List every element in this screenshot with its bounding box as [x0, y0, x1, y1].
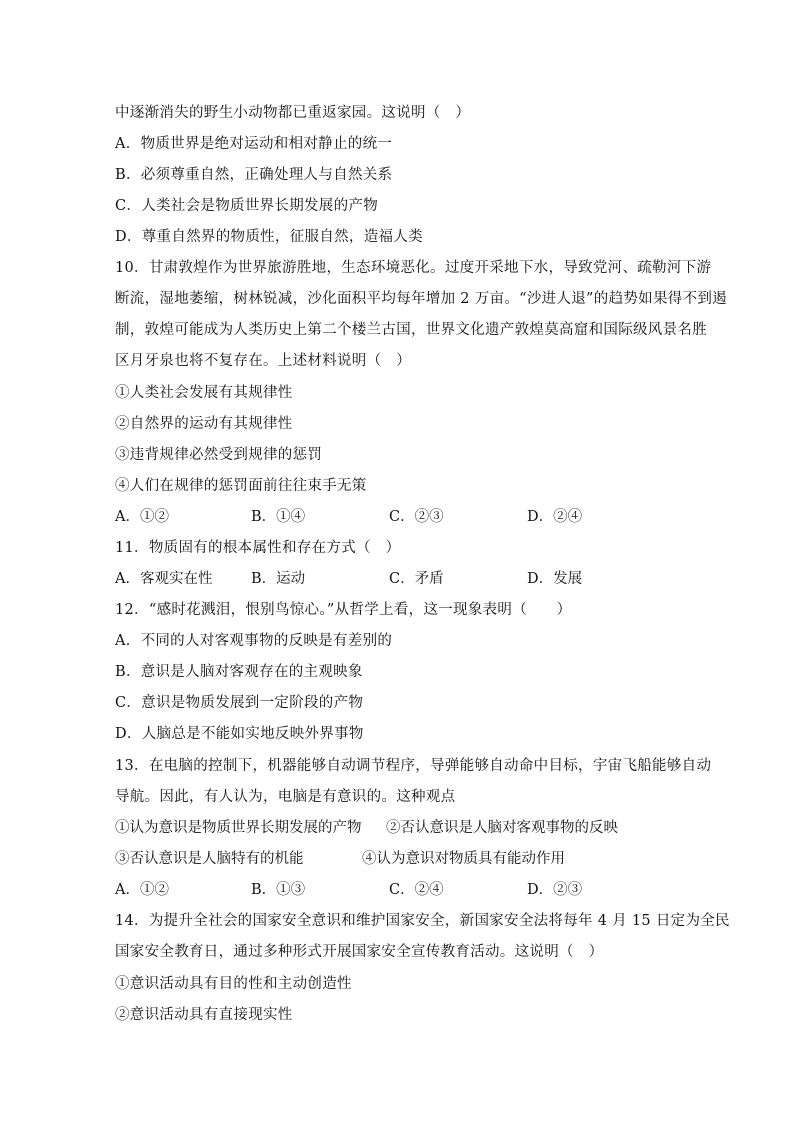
q9-option-d: D．尊重自然界的物质性，征服自然，造福人类	[115, 229, 423, 245]
q14-stem-line-2: 国家安全教育日，通过多种形式开展国家安全宣传教育活动。这说明（ ）	[115, 944, 604, 960]
q11-option-d: D．发展	[527, 571, 583, 587]
q10-stem-line-4: 区月牙泉也将不复存在。上述材料说明（ ）	[115, 353, 411, 369]
q13-stem-line-2: 导航。因此，有人认为，电脑是有意识的。这种观点	[115, 789, 456, 805]
q11-stem: 11．物质固有的根本属性和存在方式（ ）	[115, 540, 401, 556]
q13-option-a: A．①②	[115, 882, 169, 898]
q9-option-a: A．物质世界是绝对运动和相对静止的统一	[115, 136, 393, 152]
q14-stem-line-1: 14．为提升全社会的国家安全意识和维护国家安全，新国家安全法将每年 4 月 15 日定为全民	[115, 913, 730, 929]
q14-statement-2: ②意识活动具有直接现实性	[115, 1007, 293, 1023]
q13-option-b: B．①③	[251, 882, 306, 898]
q13-option-c: C．②④	[389, 882, 444, 898]
q10-stem-line-3: 制，敦煌可能成为人类历史上第二个楼兰古国，世界文化遗产敦煌莫高窟和国际级风景名胜	[115, 322, 707, 338]
q9-stem-tail: 中逐渐消失的野生小动物都已重返家园。这说明（ ）	[115, 105, 471, 121]
q12-option-b: B．意识是人脑对客观存在的主观映象	[115, 664, 363, 680]
q12-option-a: A．不同的人对客观事物的反映是有差别的	[115, 633, 393, 649]
q10-statement-3: ③违背规律必然受到规律的惩罚	[115, 447, 323, 463]
q13-statement-3: ③否认意识是人脑特有的机能	[115, 851, 304, 867]
q10-statement-4: ④人们在规律的惩罚面前往往束手无策	[115, 478, 367, 494]
q13-statement-2: ②否认意识是人脑对客观事物的反映	[386, 820, 618, 836]
q10-stem-line-1: 10．甘肃敦煌作为世界旅游胜地，生态环境恶化。过度开采地下水，导致党河、疏勒河下游	[115, 260, 712, 276]
q10-statement-1: ①人类社会发展有其规律性	[115, 385, 293, 401]
q14-statement-1: ①意识活动具有目的性和主动创造性	[115, 976, 352, 992]
q13-statement-1: ①认为意识是物质世界长期发展的产物	[115, 820, 362, 836]
q13-option-d: D．②③	[527, 882, 583, 898]
q11-option-c: C．矛盾	[389, 571, 444, 587]
q10-option-d: D．②④	[527, 509, 583, 525]
q9-option-c: C．人类社会是物质世界长期发展的产物	[115, 198, 378, 214]
q12-option-c: C．意识是物质发展到一定阶段的产物	[115, 695, 364, 711]
q11-option-b: B．运动	[251, 571, 306, 587]
q10-option-a: A．①②	[115, 509, 169, 525]
q12-option-d: D．人脑总是不能如实地反映外界事物	[115, 726, 364, 742]
q9-option-b: B．必须尊重自然，正确处理人与自然关系	[115, 167, 393, 183]
q10-statement-2: ②自然界的运动有其规律性	[115, 416, 293, 432]
q10-option-c: C．②③	[389, 509, 444, 525]
q13-statement-4: ④认为意识对物质具有能动作用	[362, 851, 565, 867]
q10-stem-line-2: 断流，湿地萎缩，树林锐减，沙化面积平均每年增加 2 万亩。“沙进人退”的趋势如果得不到遏	[115, 291, 727, 307]
q12-stem: 12．“感时花溅泪，恨别鸟惊心。”从哲学上看，这一现象表明（ ）	[115, 602, 572, 618]
q13-stem-line-1: 13．在电脑的控制下，机器能够自动调节程序，导弹能够自动命中目标，宇宙飞船能够自动	[115, 758, 712, 774]
q11-option-a: A．客观实在性	[115, 571, 213, 587]
q10-option-b: B．①④	[251, 509, 306, 525]
